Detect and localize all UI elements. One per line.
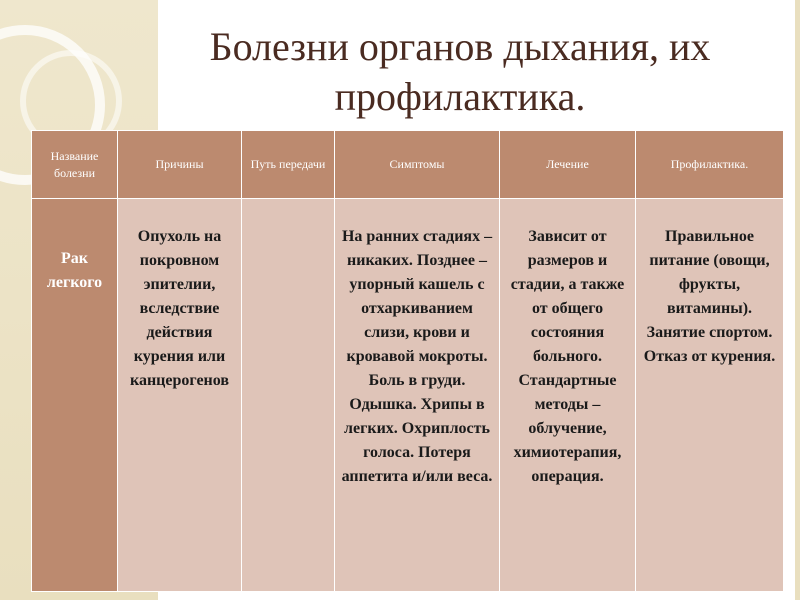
header-disease-name: Название болезни	[32, 131, 118, 199]
decorative-edge	[795, 0, 800, 600]
header-transmission: Путь передачи	[242, 131, 335, 199]
slide-title	[160, 22, 760, 122]
cell-treatment: Зависит от размеров и стадии, а также от общего состояния больного. Стандартные методы – облучение, химиотерапия, операция.	[500, 199, 636, 592]
disease-table	[31, 130, 784, 592]
cell-disease-name: Рак легкого	[32, 199, 118, 592]
cell-transmission	[242, 199, 335, 592]
slide-title-line-2: профилактика.	[334, 74, 586, 119]
cell-prevention: Правильное питание (овощи, фрукты, витамины). Занятие спортом. Отказ от курения.	[636, 199, 784, 592]
header-causes: Причины	[118, 131, 242, 199]
table-header-row	[32, 131, 784, 199]
header-prevention: Профилактика.	[636, 131, 784, 199]
cell-causes: Опухоль на покровном эпителии, вследствие действия курения или канцерогенов	[118, 199, 242, 592]
cell-symptoms: На ранних стадиях – никаких. Позднее – упорный кашель с отхаркиванием слизи, крови и кровавой мокроты. Боль в груди. Одышка. Хрипы в легких. Охриплость голоса. Потеря аппетита и/или веса.	[335, 199, 500, 592]
table-row	[32, 199, 784, 592]
header-symptoms: Симптомы	[335, 131, 500, 199]
slide-title-line-1: Болезни органов дыхания, их	[209, 24, 711, 69]
header-treatment: Лечение	[500, 131, 636, 199]
